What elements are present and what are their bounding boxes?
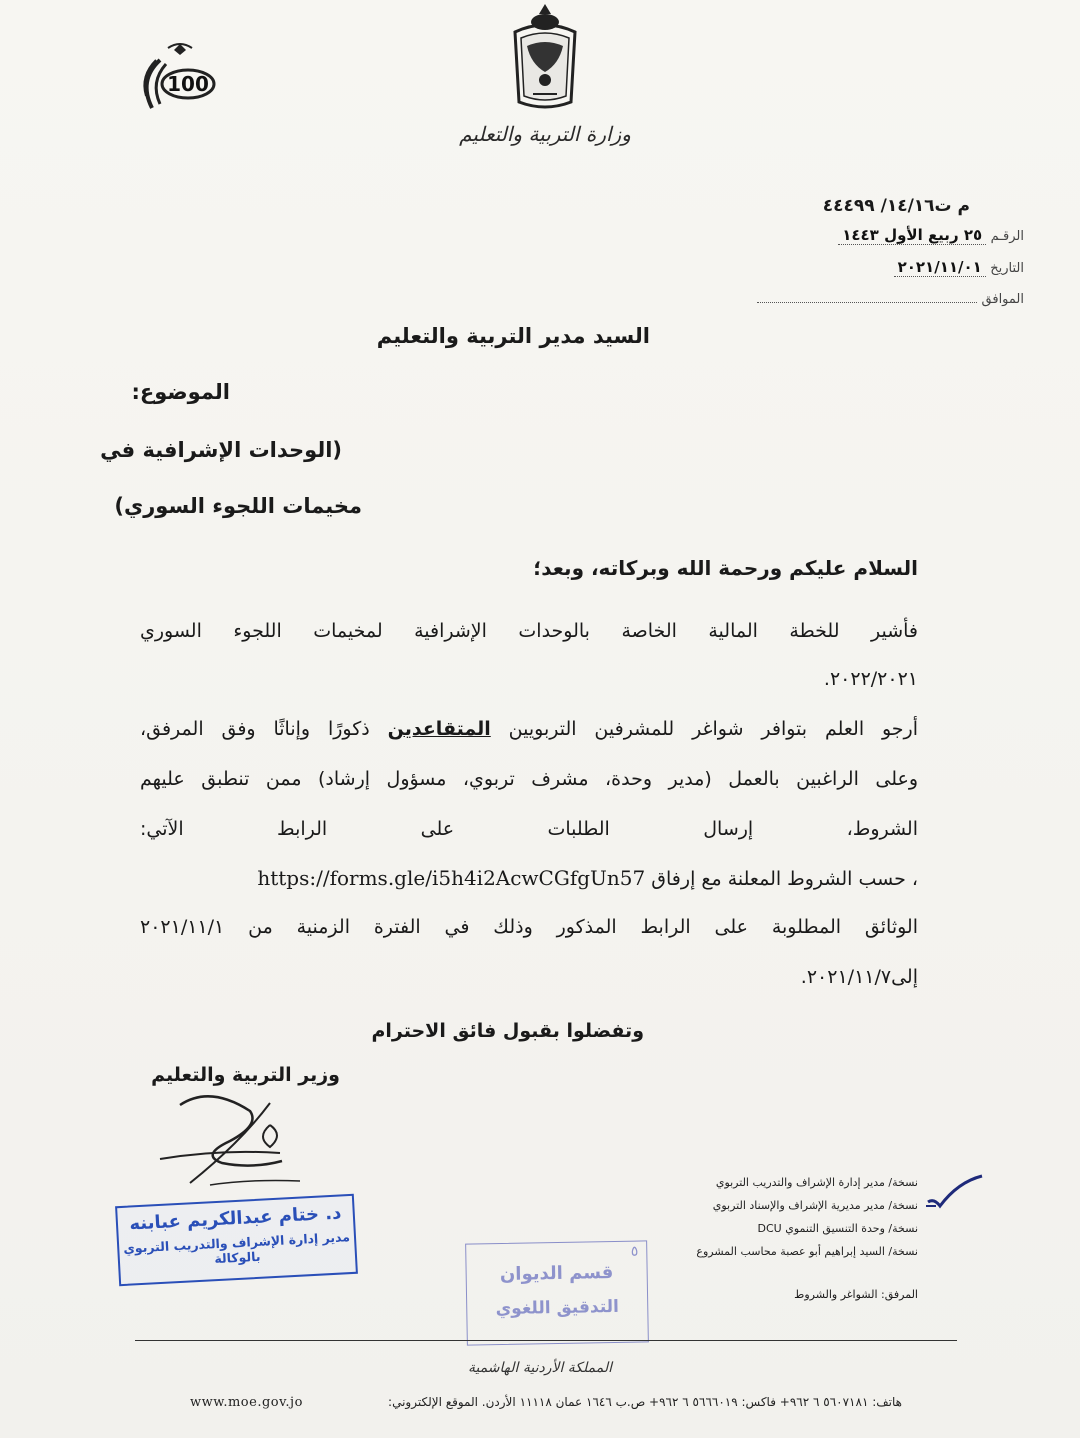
closing: وتفضلوا بقبول فائق الاحترام: [371, 1020, 644, 1042]
paragraph-2-line-4-rest: ، حسب الشروط المعلنة مع إرفاق: [651, 868, 918, 890]
reference-number-label: الرقـم: [990, 229, 1024, 244]
paragraph-1-line-1: فأشير للخطة المالية الخاصة بالوحدات الإشرافية لمخيمات اللجوء السوري: [140, 620, 918, 642]
diwan-stamp-line-2: التدقيق اللغوي: [495, 1296, 620, 1320]
footer-contact-info: هاتف: ٥٦٠٧١٨١ ٦ ٩٦٢+ فاكس: ٥٦٦٦٠١٩ ٦ ٩٦٢+ ص.ب ١٦٤٦ عمان ١١١١٨ الأردن. الموقع الإلكتروني:: [388, 1395, 902, 1409]
reference-date-row: [894, 258, 1024, 276]
centenary-number: 100: [167, 72, 209, 96]
paragraph-2-line-2: وعلى الراغبين بالعمل (مدير وحدة، مشرف تربوي، مسؤول إرشاد) ممن تنطبق عليهم: [140, 768, 918, 790]
paragraph-2-line-3: الشروط، إرسال الطلبات على الرابط الآتي:: [140, 818, 918, 840]
subject-line-2: مخيمات اللجوء السوري): [114, 494, 362, 518]
reference-corresponding-blank: [757, 302, 977, 303]
footer-kingdom: المملكة الأردنية الهاشمية: [467, 1360, 613, 1376]
reference-date-value: ٢٠٢١/١١/٠١: [894, 258, 986, 277]
paragraph-2-line-1: [140, 718, 918, 740]
copy-line: نسخة/ مدير مديرية الإشراف والإسناد التربوي: [712, 1199, 918, 1212]
greeting: السلام عليكم ورحمة الله وبركاته، وبعد؛: [533, 556, 918, 580]
ministry-title: وزارة التربية والتعليم: [459, 122, 631, 146]
paragraph-1-line-2: ٢٠٢٢/٢٠٢١.: [823, 668, 918, 690]
diwan-stamp-number: ٥: [630, 1243, 639, 1260]
diwan-stamp: [465, 1240, 649, 1345]
footer-website[interactable]: www.moe.gov.jo: [190, 1395, 303, 1410]
coat-of-arms-icon: [505, 2, 585, 112]
subject-line-1: (الوحدات الإشرافية في: [100, 438, 342, 462]
copy-line: نسخة/ وحدة التنسيق التنموي DCU: [757, 1222, 918, 1235]
paragraph-2-line-5: الوثائق المطلوبة على الرابط المذكور وذلك في الفترة الزمنية من ٢٠٢١/١١/١: [140, 916, 918, 938]
paragraph-2-line-6: إلى٢٠٢١/١١/٧.: [800, 966, 918, 988]
reference-date-label: التاريخ: [990, 261, 1024, 276]
application-form-link[interactable]: https://forms.gle/i5h4i2AcwCGfgUn57: [257, 866, 646, 890]
reference-corresponding-row: [757, 291, 1024, 307]
centenary-logo-icon: [130, 38, 230, 118]
subject-label: الموضوع:: [131, 380, 230, 404]
addressee: السيد مدير التربية والتعليم: [376, 324, 650, 348]
minister-title: وزير التربية والتعليم: [151, 1064, 340, 1086]
reference-code: م ت١٤/١٦/ ٤٤٤٩٩: [822, 196, 970, 216]
paragraph-2-line-1-end: ذكورًا وإناثًا وفق المرفق،: [140, 718, 370, 740]
attachment-note: المرفق: الشواغر والشروط: [794, 1288, 918, 1301]
official-stamp: [115, 1194, 358, 1286]
reference-number-value: ٢٥ ربيع الأول ١٤٤٣: [838, 226, 986, 245]
reference-number-row: [838, 226, 1024, 244]
copy-line: نسخة/ السيد إبراهيم أبو عصبة محاسب المشروع: [696, 1245, 918, 1258]
signature-icon: [150, 1085, 310, 1190]
diwan-stamp-line-1: قسم الديوان: [499, 1262, 614, 1285]
footer-divider: [135, 1340, 957, 1341]
reference-corresponding-label: الموافق: [981, 292, 1024, 307]
checkmark-icon: [924, 1172, 986, 1214]
stamp-name: د. ختام عبدالكريم عبابنه: [128, 1202, 342, 1235]
paragraph-2-line-1-start: أرجو العلم بتوافر شواغر للمشرفين التربويين: [508, 718, 919, 740]
copy-line: نسخة/ مدير إدارة الإشراف والتدريب التربوي: [715, 1176, 918, 1189]
retired-emphasis: المتقاعدين: [387, 718, 491, 740]
stamp-title: مدير إدارة الإشراف والتدريب التربوي بالوكالة: [122, 1229, 351, 1267]
paragraph-2-line-4: [140, 866, 918, 890]
